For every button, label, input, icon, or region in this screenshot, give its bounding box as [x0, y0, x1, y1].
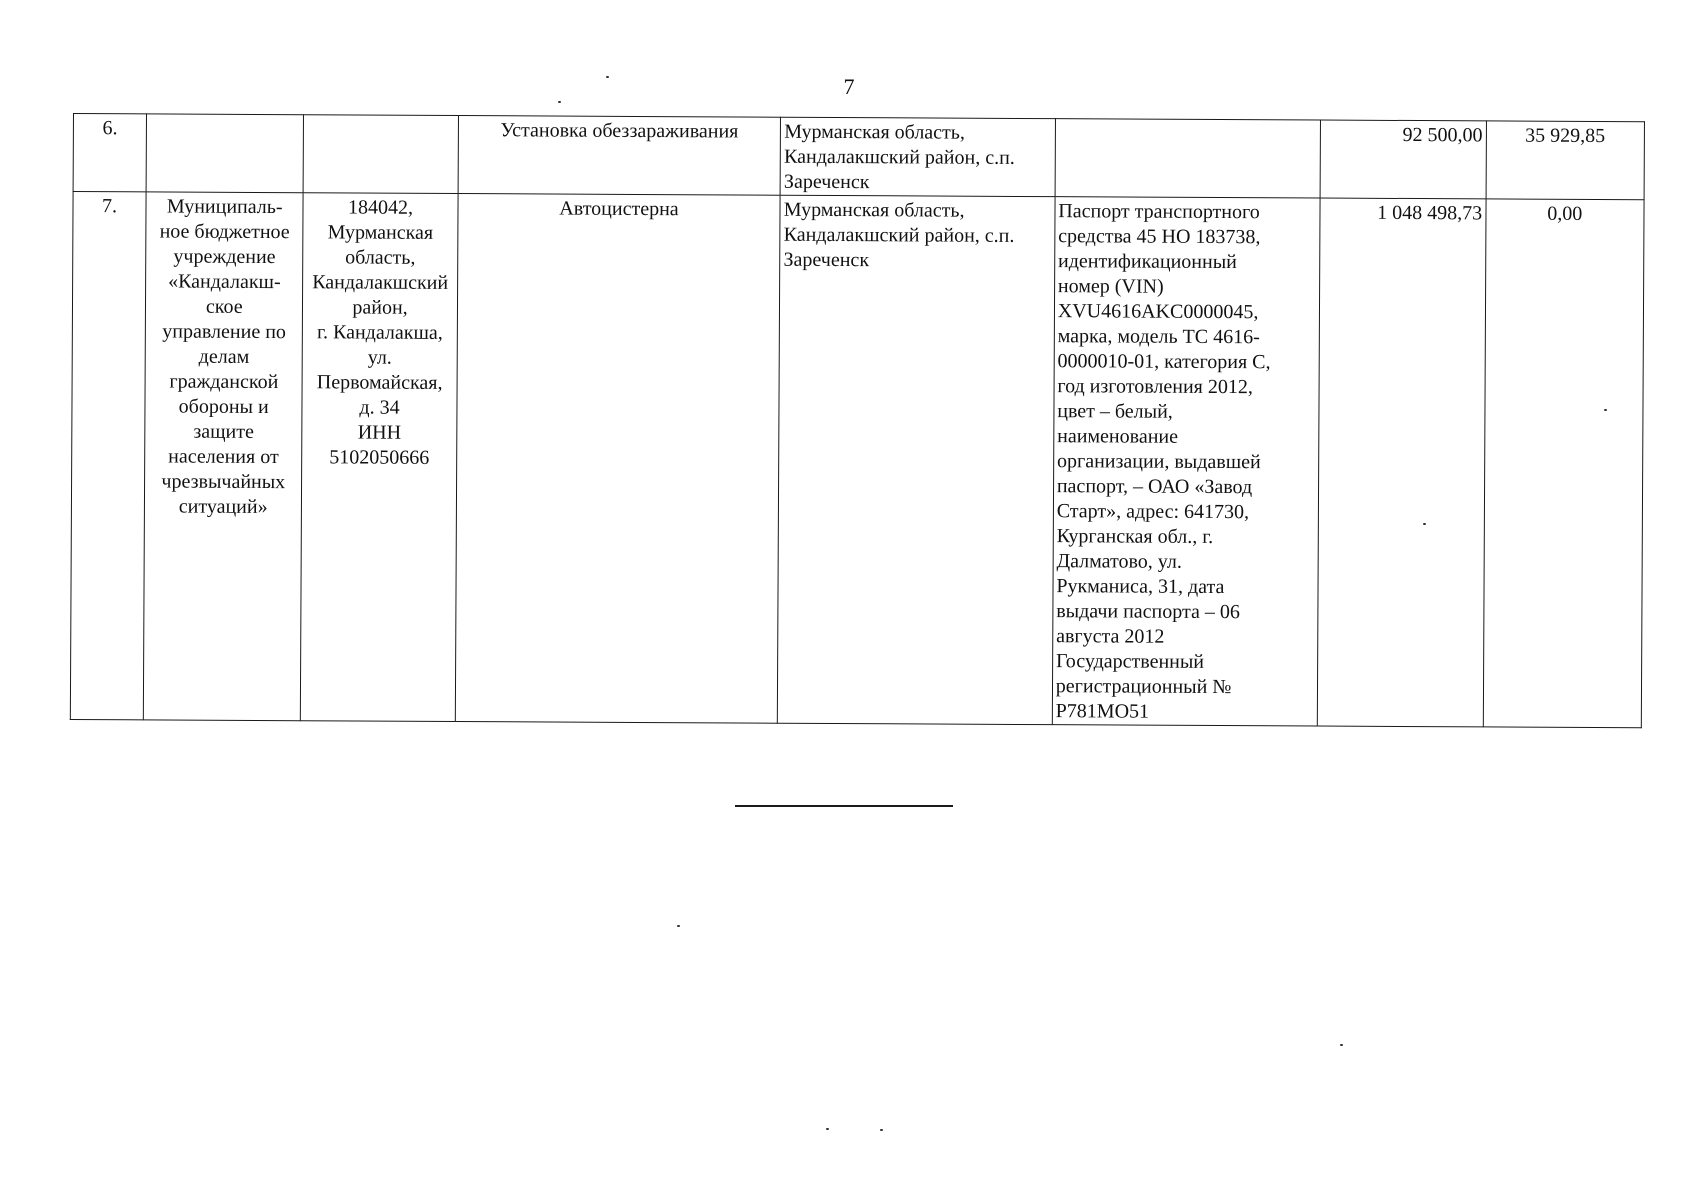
owner-cell: [143, 192, 303, 721]
characteristics-line: организации, выдавшей: [1056, 450, 1261, 474]
location-line: Мурманская область,: [783, 198, 965, 222]
address-line: область,: [345, 246, 416, 269]
location-line: Мурманская область,: [784, 120, 966, 144]
owner-line: «Кандалакш-: [168, 270, 281, 294]
characteristics-line: Старт», адрес: 641730,: [1056, 500, 1250, 524]
characteristics-line: 0000010-01, категория С,: [1057, 350, 1271, 374]
property-name-cell: Автоцистерна: [455, 194, 780, 724]
address-line: Первомайская,: [316, 371, 443, 394]
table-row: [73, 114, 1644, 200]
scan-speck: [1423, 523, 1426, 525]
location-line: Зареченск: [783, 170, 870, 194]
characteristics-line: выдачи паспорта – 06: [1056, 600, 1240, 624]
characteristics-line: Далматово, ул.: [1056, 550, 1183, 573]
owner-line: населения от: [168, 445, 279, 469]
address-line: г. Кандалакша,: [317, 321, 443, 344]
address-line: ул.: [367, 346, 392, 369]
scan-speck: [880, 1129, 883, 1131]
owner-line: ное бюджетное: [159, 220, 290, 244]
owner-line: ское: [205, 295, 243, 318]
owner-cell: [146, 114, 304, 193]
address-line: ИНН: [357, 421, 402, 444]
characteristics-line: Государственный: [1055, 650, 1205, 673]
characteristics-line: паспорт, – ОАО «Завод: [1056, 475, 1253, 499]
characteristics-line: идентификационный: [1058, 250, 1237, 274]
characteristics-line: наименование: [1057, 425, 1179, 448]
characteristics-line: цвет – белый,: [1057, 400, 1173, 423]
location-line: Зареченск: [783, 248, 870, 272]
location-line: Кандалакшский район, с.п.: [783, 223, 1015, 247]
characteristics-line: номер (VIN): [1057, 275, 1164, 298]
characteristics-line: марка, модель ТС 4616-: [1057, 325, 1260, 349]
location-line: Кандалакшский район, с.п.: [784, 145, 1015, 169]
owner-line: управление по: [162, 320, 286, 344]
characteristics-line: Рукманиса, 31, дата: [1056, 575, 1225, 599]
address-line: Мурманская: [327, 221, 434, 244]
owner-line: обороны и: [178, 395, 269, 419]
table-row: [70, 192, 1644, 728]
characteristics-line: Р781МО51: [1055, 700, 1150, 723]
characteristics-line: августа 2012: [1056, 625, 1165, 648]
characteristics-line: XVU4616AKC0000045,: [1057, 300, 1259, 324]
row-number-cell: 7.: [70, 192, 146, 720]
scan-speck: [826, 1128, 829, 1130]
scan-speck: [677, 925, 680, 927]
owner-line: гражданской: [169, 370, 279, 394]
address-line: д. 34: [359, 396, 400, 419]
owner-line: ситуаций»: [178, 495, 268, 519]
scan-speck: [606, 76, 609, 78]
scan-speck: [1340, 1044, 1343, 1046]
location-cell: [780, 117, 1055, 196]
scan-speck: [1604, 409, 1607, 411]
book-value-cell: 92 500,00: [1320, 120, 1486, 199]
characteristics-cell: [1055, 119, 1321, 198]
residual-value-cell: 0,00: [1483, 199, 1644, 728]
scan-speck: [558, 101, 561, 103]
characteristics-line: Курганская обл., г.: [1056, 525, 1214, 548]
property-registry-table: [70, 113, 1645, 728]
owner-line: защите: [193, 420, 254, 443]
residual-value-cell: 35 929,85: [1486, 121, 1645, 200]
property-name-cell: Установка обеззараживания: [458, 116, 781, 196]
address-line: Кандалакшский: [312, 271, 449, 294]
end-of-document-rule: [735, 805, 953, 807]
characteristics-line: регистрационный №: [1055, 675, 1232, 699]
owner-address-cell: [304, 115, 459, 194]
book-value-cell: 1 048 498,73: [1318, 198, 1486, 727]
location-cell: [778, 195, 1055, 724]
address-line: район,: [352, 296, 408, 319]
page-number: 7: [843, 74, 855, 99]
owner-address-cell: [301, 193, 458, 722]
address-line: 5102050666: [329, 446, 430, 469]
row-number-cell: 6.: [73, 114, 147, 192]
characteristics-line: Паспорт транспортного: [1058, 200, 1260, 224]
characteristics-line: средства 45 НО 183738,: [1058, 225, 1261, 249]
characteristics-line: год изготовления 2012,: [1057, 375, 1253, 399]
owner-line: Муниципаль-: [166, 195, 283, 219]
owner-line: делам: [198, 345, 250, 368]
owner-line: чрезвычайных: [161, 470, 286, 494]
owner-line: учреждение: [173, 245, 276, 269]
address-line: 184042,: [348, 196, 414, 219]
characteristics-cell: [1052, 197, 1320, 726]
